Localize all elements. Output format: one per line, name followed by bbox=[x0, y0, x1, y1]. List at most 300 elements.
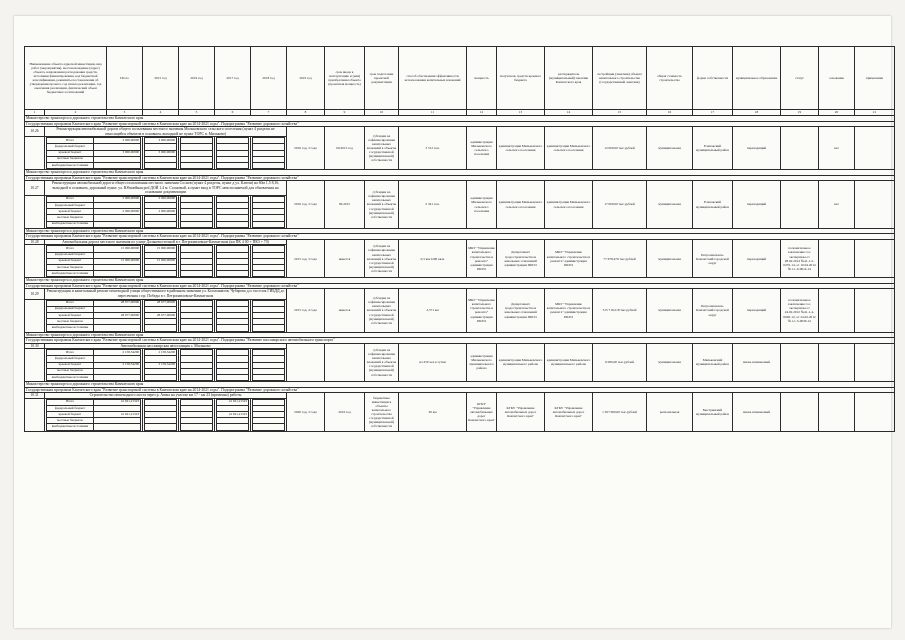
funding-labels-cell bbox=[45, 195, 143, 228]
funding-row bbox=[253, 325, 285, 331]
program-title: Государственная программа Камчатского края "Развитие транспортной системы в Камчатском крае на 2014-2021 годы". Подпрограмма "Развитие пассажирского автомобильного транспорта" bbox=[25, 338, 895, 344]
customer: Департамент градостроительства и земельных отношений администрации ПКГО bbox=[497, 289, 545, 332]
capacity: 36 км bbox=[399, 393, 467, 431]
funding-row bbox=[47, 162, 141, 168]
status: переходящий bbox=[733, 127, 781, 170]
funding-value bbox=[145, 424, 177, 430]
ownership: муниципальная bbox=[647, 239, 693, 277]
header-cost: общая стоимость строительства bbox=[647, 47, 693, 110]
funding-2016-cell bbox=[179, 137, 215, 170]
funding-labels-cell bbox=[45, 349, 143, 382]
funding-source-label: Итого bbox=[47, 246, 94, 252]
customer: КГКУ "Управление автомобильных дорог Камчатского края" bbox=[497, 393, 545, 431]
funding-sources bbox=[46, 349, 141, 381]
object-name: Реконструкция автомобильной дороги общего пользования местного значения Мильковского сельского поселения (пункт 4 разделы не относящейся объектов в основном, выходной не пункт ТОРС в. Мильково) bbox=[45, 127, 287, 137]
capacity: 0,3 км/1200 кв.м bbox=[399, 239, 467, 277]
funding-sources bbox=[46, 245, 141, 277]
deadline: 2020 год, 3 года bbox=[287, 393, 325, 431]
funding-values bbox=[252, 137, 285, 169]
program-title: Государственная программа Камчатского края "Развитие транспортной системы в Камчатском крае на 2014-2021 годы". Подпрограмма "Развитие дорожного хозяйства" bbox=[25, 283, 895, 289]
funding-sources bbox=[46, 196, 141, 228]
funding-row bbox=[181, 325, 213, 331]
funding-row bbox=[217, 162, 249, 168]
funding-source-label: внебюджетные источники bbox=[47, 271, 94, 277]
funding-sources bbox=[46, 399, 141, 431]
section-title: Министерство транспорта и дорожного строительства Камчатского края bbox=[25, 382, 895, 388]
basis bbox=[781, 343, 819, 381]
section-title: Министерство транспорта и дорожного строительства Камчатского края bbox=[25, 278, 895, 284]
funding-values bbox=[144, 245, 177, 277]
funding-source-label: внебюджетные источники bbox=[47, 424, 94, 430]
funding-values bbox=[252, 245, 285, 277]
header-2015: 2015 год bbox=[143, 47, 179, 110]
funding-labels-cell bbox=[45, 398, 143, 431]
funding-sources bbox=[46, 300, 141, 332]
status: переходящий bbox=[733, 239, 781, 277]
funding-2018-cell bbox=[251, 195, 287, 228]
header-status: статус bbox=[781, 47, 819, 110]
developer: администрация Мильковского сельского поселения bbox=[545, 127, 593, 170]
funding-2017-cell bbox=[215, 245, 251, 278]
column-number: 16 bbox=[647, 110, 693, 116]
status: вновь начинаемый bbox=[733, 343, 781, 381]
header-total: Итого bbox=[107, 47, 143, 110]
funding-source-label: федеральный бюджет bbox=[47, 306, 94, 312]
object-title-row bbox=[25, 127, 895, 137]
funding-values bbox=[216, 137, 249, 169]
program-title: Государственная программа Камчатского края "Развитие транспортной системы в Камчатском крае на 2014-2021 годы". Подпрограмма "Развитие дорожного хозяйства" bbox=[25, 121, 895, 127]
note bbox=[819, 343, 855, 381]
column-number: 20 bbox=[819, 110, 855, 116]
recipient: МКУ "Управление капитального строительства и ремонта" администрация ПКГО bbox=[467, 239, 497, 277]
funding-source-label: федеральный бюджет bbox=[47, 252, 94, 258]
deadline: 2015 год, 4 года bbox=[287, 289, 325, 332]
funding-row bbox=[145, 162, 177, 168]
funding-source-label: Итого bbox=[47, 300, 94, 306]
developer: администрация Мильковского муниципального района bbox=[545, 343, 593, 381]
code-spacer bbox=[25, 398, 45, 431]
funding-values bbox=[216, 399, 249, 431]
status: переходящий bbox=[733, 181, 781, 229]
funding-source-label: внебюджетные источники bbox=[47, 221, 94, 227]
funding-value: 41 621,21323 bbox=[217, 399, 249, 405]
header-2017: 2017 год bbox=[215, 47, 251, 110]
section-title: Министерство транспорта и дорожного строительства Камчатского края bbox=[25, 228, 895, 234]
column-number: 4 bbox=[143, 110, 179, 116]
purpose: субсидии на софинансирование капитальных вложений в объекты государственной (муниципальной) собственности bbox=[365, 181, 399, 229]
deadline: 2016 год, 3 года bbox=[287, 181, 325, 229]
object-name: Автомобильная пассажирская автостанция с. Мильково bbox=[45, 343, 287, 349]
funding-row bbox=[47, 325, 141, 331]
object-name: Автомобильная дорога местного значения по улице Дальневосточной в г. Петропавловске-Камчатском (км ПК 4 00 + ПК3 + 70) bbox=[45, 239, 287, 245]
funding-value bbox=[145, 271, 177, 277]
doc-period: 09.2015 год bbox=[325, 127, 365, 170]
funding-2018-cell bbox=[251, 245, 287, 278]
funding-row bbox=[217, 424, 249, 430]
code-spacer bbox=[25, 245, 45, 278]
funding-2015-cell bbox=[143, 137, 179, 170]
object-code: 10.28 bbox=[25, 239, 45, 245]
funding-row bbox=[253, 271, 285, 277]
funding-row bbox=[145, 325, 177, 331]
funding-source-label: местные бюджеты bbox=[47, 265, 94, 271]
funding-value bbox=[217, 424, 249, 430]
deadline: 2016 год, 3 года bbox=[287, 127, 325, 170]
column-number: 7 bbox=[251, 110, 287, 116]
funding-row bbox=[217, 271, 249, 277]
column-number: 18 bbox=[733, 110, 781, 116]
funding-row bbox=[217, 374, 249, 380]
funding-value: 15 000,00000 bbox=[145, 246, 177, 252]
column-number: 2 bbox=[45, 110, 107, 116]
object-name: Реконструкция и капитальный ремонт пешеходной улицы общественного в районном значении ул. Космонавтов, Чубарова д.п. поселок ГИБДД до пересечения с пр. Победы в г. Петропавловске-Камчатском bbox=[45, 289, 287, 299]
recipient: МКУ "Управление капитального строительства и ремонта" администрация ПКГО bbox=[467, 289, 497, 332]
funding-value bbox=[181, 271, 213, 277]
purpose: субсидия на софинансирование капитальных вложений в объекты государственной (муниципальной) собственности bbox=[365, 343, 399, 381]
funding-row bbox=[145, 221, 177, 227]
funding-value: 15 000,00000 bbox=[94, 246, 141, 252]
basis: положительное заключение гос. экспертизы от 24.02.2012 №41-1-4-0040-12, от 24.02.2012 №1-1-5-0030-12 bbox=[781, 289, 819, 332]
funding-row bbox=[253, 162, 285, 168]
funding-value bbox=[94, 374, 141, 380]
funding-source-label: краевой бюджет bbox=[47, 412, 94, 418]
purpose: субсидия на софинансирование капитальных вложений в объекты государственной (муниципальной) собственности bbox=[365, 127, 399, 170]
funding-source-label: краевой бюджет bbox=[47, 209, 94, 215]
section-title: Министерство транспорта и дорожного строительства Камчатского края bbox=[25, 116, 895, 122]
funding-value bbox=[145, 162, 177, 168]
column-number: 3 bbox=[107, 110, 143, 116]
funding-labels-cell bbox=[45, 299, 143, 332]
funding-value bbox=[253, 221, 285, 227]
program-title: Государственная программа Камчатского края "Развитие транспортной системы в Камчатском крае на 2014-2021 годы". Подпрограмма "Развитие дорожного хозяйства" bbox=[25, 175, 895, 181]
funding-values bbox=[144, 399, 177, 431]
funding-values bbox=[180, 137, 213, 169]
object-name: Реконструкция автомобильной дороги общего пользования местного значения Соснов (пункт 4 разделы, пункт д ул. Ключи) на 60м 1,5 8,16, выходной в основном, дорожный пункт, ул. Юбилейная pod ДОЙ 1,4 м. Сосновый, к пункт вход в ТОРС неисполняемой для обновления на основании документации bbox=[45, 181, 287, 196]
column-number: 13 bbox=[497, 110, 545, 116]
funding-source-label: внебюджетные источники bbox=[47, 325, 94, 331]
funding-value: 3 000,00000 bbox=[145, 138, 177, 144]
header-recipient: получатель средств краевого бюджета bbox=[497, 47, 545, 110]
funding-row bbox=[181, 424, 213, 430]
total-cost: 12 000,00 тыс.рублей bbox=[593, 127, 647, 170]
object-title-row bbox=[25, 289, 895, 299]
header-purpose: способ обеспечения эффективности использования капитальных вложений bbox=[399, 47, 467, 110]
code-spacer bbox=[25, 195, 45, 228]
funding-2015-cell bbox=[143, 349, 179, 382]
funding-value: 2 158,34200 bbox=[94, 350, 141, 356]
funding-values bbox=[180, 196, 213, 228]
funding-2016-cell bbox=[179, 245, 215, 278]
column-number: 12 bbox=[467, 110, 497, 116]
recipient: администрация Мильковского сельского поселения bbox=[467, 181, 497, 229]
funding-value bbox=[253, 325, 285, 331]
spare-cell bbox=[855, 181, 895, 229]
funding-2017-cell bbox=[215, 299, 251, 332]
header-object: Наименование объекта адресной инвестиции, вид работ (мероприятия), местонахождение (адрес) объекта, направления расходования средств, источники финансирования, код бюджетной классификации, реквизиты постановления об утверждении проекта, год начала реализации, год окончания реализации, фактический объем бюджетных ассигнований bbox=[25, 47, 107, 110]
column-number: 6 bbox=[215, 110, 251, 116]
ownership: муниципальная bbox=[647, 343, 693, 381]
funding-2018-cell bbox=[251, 349, 287, 382]
developer: МКУ "Управление капитального строительства и ремонта" администрация ПКГО bbox=[545, 289, 593, 332]
header-capacity: мощность bbox=[467, 47, 497, 110]
recipient: администрация Мильковского сельского поселения bbox=[467, 127, 497, 170]
funding-value bbox=[181, 162, 213, 168]
capacity: на 250 чел в сутки bbox=[399, 343, 467, 381]
object-title-row bbox=[25, 393, 895, 399]
funding-row bbox=[253, 424, 285, 430]
funding-value bbox=[94, 325, 141, 331]
recipient: администрация Мильковского муниципального района bbox=[467, 343, 497, 381]
capacity: 2 341 п.м. bbox=[399, 181, 467, 229]
funding-row bbox=[181, 221, 213, 227]
object-code: 10.26 bbox=[25, 127, 45, 137]
funding-source-label: местные бюджеты bbox=[47, 368, 94, 374]
funding-values bbox=[216, 196, 249, 228]
object-name: Строительство пешеходного моста через р. Авача на участке км 17 - км 23 (временно) работы bbox=[45, 393, 287, 399]
total-cost: 1 307 900,00 тыс.рублей bbox=[593, 393, 647, 431]
funding-source-label: краевой бюджет bbox=[47, 312, 94, 318]
funding-2015-cell bbox=[143, 398, 179, 431]
object-title-row bbox=[25, 239, 895, 245]
funding-values bbox=[252, 399, 285, 431]
document-page bbox=[14, 16, 891, 628]
basis bbox=[781, 181, 819, 229]
funding-2018-cell bbox=[251, 137, 287, 170]
header-municipality: муниципальное образование bbox=[733, 47, 781, 110]
funding-source-label: Итого bbox=[47, 196, 94, 202]
funding-source-label: местные бюджеты bbox=[47, 215, 94, 221]
capacity: 3 512 п.м. bbox=[399, 127, 467, 170]
funding-row bbox=[145, 424, 177, 430]
funding-value: 41 621,21323 bbox=[94, 412, 141, 418]
municipality: Мильковский муниципальный район bbox=[693, 343, 733, 381]
funding-source-label: федеральный бюджет bbox=[47, 144, 94, 150]
spare-cell bbox=[855, 393, 895, 431]
column-number: 8 bbox=[287, 110, 325, 116]
municipality: Елизовский муниципальный район bbox=[693, 127, 733, 170]
funding-value bbox=[94, 221, 141, 227]
column-number: 5 bbox=[179, 110, 215, 116]
code-spacer bbox=[25, 137, 45, 170]
ownership: региональная bbox=[647, 393, 693, 431]
object-title-row bbox=[25, 343, 895, 349]
deadline bbox=[287, 343, 325, 381]
funding-2015-cell bbox=[143, 299, 179, 332]
funding-source-label: внебюджетные источники bbox=[47, 162, 94, 168]
funding-value: 2 000,00000 bbox=[145, 209, 177, 215]
funding-row bbox=[145, 271, 177, 277]
funding-value: 28 677,00000 bbox=[94, 300, 141, 306]
section-title: Министерство транспорта и дорожного строительства Камчатского края bbox=[25, 170, 895, 176]
code-spacer bbox=[25, 349, 45, 382]
funding-2015-cell bbox=[143, 245, 179, 278]
funding-values bbox=[252, 349, 285, 381]
funding-value bbox=[253, 424, 285, 430]
funding-value: 28 677,00000 bbox=[94, 312, 141, 318]
funding-2016-cell bbox=[179, 195, 215, 228]
funding-2018-cell bbox=[251, 299, 287, 332]
funding-row bbox=[217, 221, 249, 227]
capacity: 2,371 км bbox=[399, 289, 467, 332]
funding-row bbox=[47, 424, 141, 430]
funding-2017-cell bbox=[215, 137, 251, 170]
doc-period: 2016 год bbox=[325, 393, 365, 431]
funding-source-label: Итого bbox=[47, 399, 94, 405]
doc-period: 09.2015 bbox=[325, 181, 365, 229]
note: нет bbox=[819, 181, 855, 229]
basis bbox=[781, 127, 819, 170]
funding-value bbox=[94, 424, 141, 430]
spare-cell bbox=[855, 239, 895, 277]
funding-value: 3 000,00000 bbox=[94, 150, 141, 156]
funding-values bbox=[252, 196, 285, 228]
object-code: 10.31 bbox=[25, 393, 45, 399]
funding-value: 2 158,34200 bbox=[145, 350, 177, 356]
funding-values bbox=[144, 349, 177, 381]
funding-value: 15 000,00000 bbox=[145, 258, 177, 264]
funding-source-label: Итого bbox=[47, 350, 94, 356]
developer: МКУ "Управление капитального строительства и ремонта" администрация ПКГО bbox=[545, 239, 593, 277]
funding-2017-cell bbox=[215, 195, 251, 228]
column-number: 1 bbox=[25, 110, 45, 116]
funding-row bbox=[253, 221, 285, 227]
funding-value bbox=[181, 374, 213, 380]
developer: КГКУ "Управление автомобильных дорог Камчатского края" bbox=[545, 393, 593, 431]
funding-value bbox=[181, 424, 213, 430]
object-code: 10.29 bbox=[25, 289, 45, 299]
funding-value: 2 000,00000 bbox=[94, 209, 141, 215]
funding-sources bbox=[46, 137, 141, 169]
funding-value bbox=[217, 221, 249, 227]
funding-value: 28 677,00000 bbox=[145, 312, 177, 318]
funding-value bbox=[145, 374, 177, 380]
header-basis: основание bbox=[819, 47, 855, 110]
municipality: Петропавловск-Камчатский городской округ bbox=[693, 289, 733, 332]
funding-row bbox=[47, 271, 141, 277]
basis: положительное заключение гос. экспертизы от 28.02.2014 №41-1-5-0235-14, от 10.04.2014 №1-1-0-0014-14 bbox=[781, 239, 819, 277]
funding-value: 3 000,00000 bbox=[94, 138, 141, 144]
funding-value bbox=[181, 221, 213, 227]
customer: администрация Мильковского муниципального района bbox=[497, 343, 545, 381]
funding-value bbox=[145, 221, 177, 227]
status: вновь начинаемый bbox=[733, 393, 781, 431]
funding-source-label: краевой бюджет bbox=[47, 258, 94, 264]
funding-source-label: федеральный бюджет bbox=[47, 356, 94, 362]
funding-value: 28 677,00000 bbox=[145, 300, 177, 306]
note: нет bbox=[819, 127, 855, 170]
purpose: бюджетные инвестиции в объекты капитального строительства государственной (муниципальной) собственности bbox=[365, 393, 399, 431]
header-note: примечание bbox=[855, 47, 895, 110]
customer: администрация Мильковского сельского поселения bbox=[497, 127, 545, 170]
header-developer: застройщик (заказчик) объекта капитального строительства (государственный заказчик) bbox=[593, 47, 647, 110]
total-cost: 6 000,00 тыс.рублей bbox=[593, 343, 647, 381]
column-number: 17 bbox=[693, 110, 733, 116]
funding-source-label: местные бюджеты bbox=[47, 319, 94, 325]
funding-value bbox=[217, 325, 249, 331]
spare-cell bbox=[855, 127, 895, 170]
doc-period bbox=[325, 343, 365, 381]
object-code: 10.27 bbox=[25, 181, 45, 196]
program-title: Государственная программа Камчатского края "Развитие транспортной системы в Камчатском крае на 2014-2021 годы". Подпрограмма "Развитие дорожного хозяйства" bbox=[25, 387, 895, 393]
funding-2017-cell bbox=[215, 349, 251, 382]
doc-period: имеется bbox=[325, 239, 365, 277]
object-code: 10.30 bbox=[25, 343, 45, 349]
municipality: Петропавловск-Камчатский городской округ bbox=[693, 239, 733, 277]
funding-values bbox=[144, 137, 177, 169]
funding-value bbox=[145, 325, 177, 331]
funding-value bbox=[253, 271, 285, 277]
funding-values bbox=[216, 245, 249, 277]
customer: администрация Мильковского сельского поселения bbox=[497, 181, 545, 229]
funding-value bbox=[253, 374, 285, 380]
funding-value: 3 000,00000 bbox=[145, 150, 177, 156]
column-number: 10 bbox=[365, 110, 399, 116]
funding-value bbox=[217, 162, 249, 168]
funding-values bbox=[180, 399, 213, 431]
funding-values bbox=[180, 349, 213, 381]
column-number: 9 bbox=[325, 110, 365, 116]
header-2016: 2016 год bbox=[179, 47, 215, 110]
total-cost: 315 719,218 тыс.рублей bbox=[593, 289, 647, 332]
column-number: 15 bbox=[593, 110, 647, 116]
column-number: 19 bbox=[781, 110, 819, 116]
funding-value bbox=[217, 271, 249, 277]
note bbox=[819, 289, 855, 332]
header-2019: 2019 год bbox=[287, 47, 325, 110]
funding-2016-cell bbox=[179, 349, 215, 382]
funding-row bbox=[181, 162, 213, 168]
funding-values bbox=[180, 245, 213, 277]
funding-values bbox=[252, 300, 285, 332]
column-number: 21 bbox=[855, 110, 895, 116]
funding-value bbox=[253, 162, 285, 168]
ownership: муниципальная bbox=[647, 127, 693, 170]
funding-2018-cell bbox=[251, 398, 287, 431]
funding-value bbox=[181, 325, 213, 331]
funding-row bbox=[181, 271, 213, 277]
funding-row bbox=[47, 374, 141, 380]
funding-row bbox=[145, 374, 177, 380]
doc-period: имеется bbox=[325, 289, 365, 332]
funding-value: 41 621,21323 bbox=[217, 412, 249, 418]
funding-2016-cell bbox=[179, 299, 215, 332]
funding-value: 41 621,21323 bbox=[94, 399, 141, 405]
recipient: КГКУ "Управление автомобильных дорог Камчатского края" bbox=[467, 393, 497, 431]
funding-labels-cell bbox=[45, 137, 143, 170]
total-cost: 77 678,476 тыс.рублей bbox=[593, 239, 647, 277]
note bbox=[819, 393, 855, 431]
address-investment-table bbox=[24, 46, 895, 432]
funding-value bbox=[94, 162, 141, 168]
funding-values bbox=[216, 300, 249, 332]
header-row bbox=[25, 47, 895, 110]
funding-source-label: внебюджетные источники bbox=[47, 374, 94, 380]
table-body bbox=[25, 116, 895, 432]
object-title-row bbox=[25, 181, 895, 196]
customer: Департамент градостроительства и земельных отношений администрации ПКГО bbox=[497, 239, 545, 277]
header-deadline: срок ввода в эксплуатацию и (или) приобретения объекта (проектная мощность) bbox=[325, 47, 365, 110]
ownership: муниципальная bbox=[647, 181, 693, 229]
funding-value: 2 000,00000 bbox=[145, 196, 177, 202]
ownership: муниципальная bbox=[647, 289, 693, 332]
header-2018: 2018 год bbox=[251, 47, 287, 110]
municipality: Елизовский муниципальный район bbox=[693, 181, 733, 229]
funding-value: 2 158,34200 bbox=[145, 362, 177, 368]
funding-source-label: Итого bbox=[47, 138, 94, 144]
funding-2016-cell bbox=[179, 398, 215, 431]
spare-cell bbox=[855, 343, 895, 381]
column-number: 11 bbox=[399, 110, 467, 116]
